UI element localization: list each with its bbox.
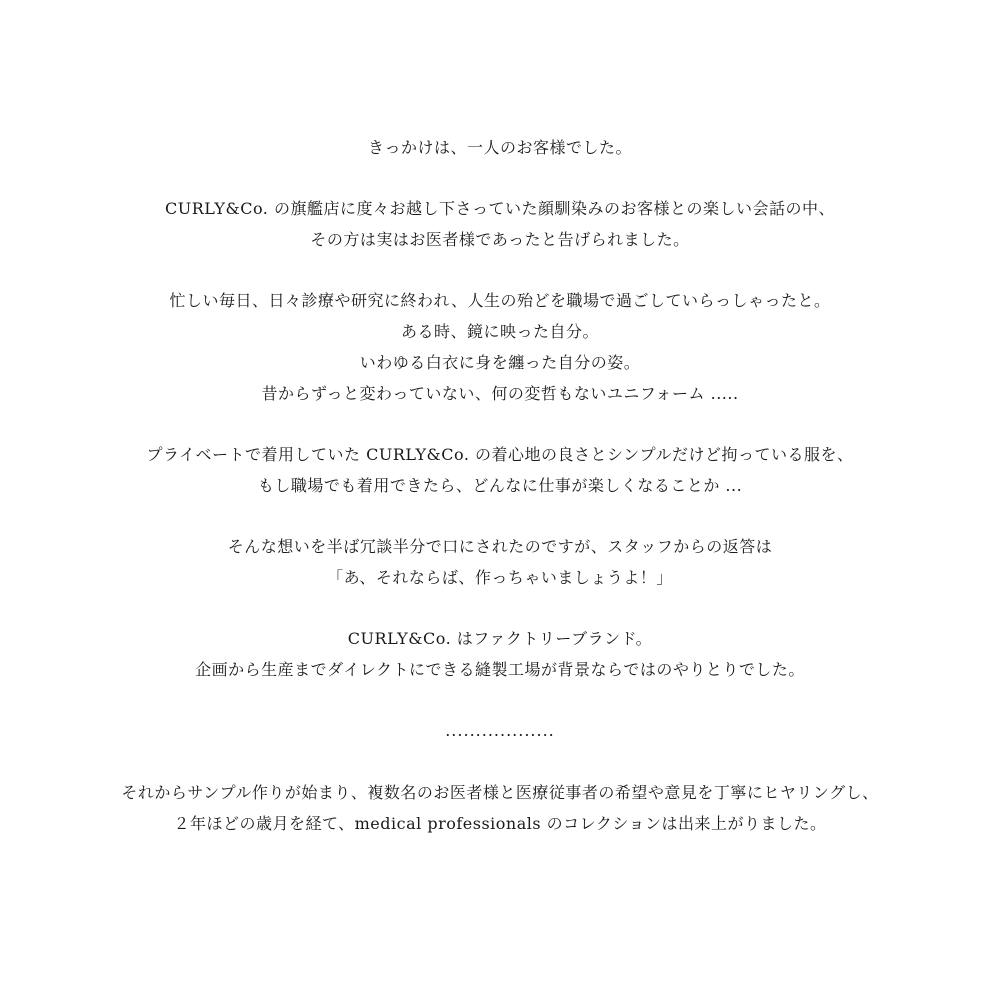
text-line: CURLY&Co. の旗艦店に度々お越し下さっていた顔馴染みのお客様との楽しい会話の中、 (165, 199, 835, 218)
text-line: 企画から生産までダイレクトにできる縫製工場が背景ならではのやりとりでした。 (195, 660, 805, 679)
text-line: CURLY&Co. はファクトリーブランド。 (347, 629, 653, 648)
text-line: もし職場でも着用できたら、どんなに仕事が楽しくなることか ... (257, 476, 743, 495)
text-line: そんな想いを半ば冗談半分で口にされたのですが、スタッフからの返答は (227, 537, 773, 556)
text-line: 昔からずっと変わっていない、何の変哲もないユニフォーム ..... (261, 384, 739, 403)
text-line: ある時、鏡に映った自分。 (400, 322, 599, 341)
text-line: プライベートで着用していた CURLY&Co. の着心地の良さとシンプルだけど拘っている服を、 (146, 445, 854, 464)
text-line: ２年ほどの歳月を経て、medical professionals のコレクションは出来上がりました。 (173, 814, 827, 833)
paragraph-closing (0, 777, 1000, 839)
dotted-divider: .................. (445, 721, 555, 740)
story-text (0, 132, 1000, 869)
text-line: きっかけは、一人のお客様でした。 (367, 138, 632, 157)
paragraph-customer (0, 193, 1000, 255)
paragraph-busy-days (0, 285, 1000, 409)
text-line: その方は実はお医者様であったと告げられました。 (310, 230, 690, 249)
paragraph-wish (0, 439, 1000, 501)
text-line: いわゆる白衣に身を纏った自分の姿。 (359, 353, 641, 372)
text-line: 「あ、それならば、作っちゃいましょうよ！」 (327, 568, 673, 587)
text-line: 忙しい毎日、日々診療や研究に終われ、人生の殆どを職場で過ごしていらっしゃったと。 (169, 291, 831, 310)
text-line: それからサンプル作りが始まり、複数名のお医者様と医療従事者の希望や意見を丁寧にヒヤリングし、 (121, 783, 879, 802)
paragraph-staff-reply (0, 531, 1000, 593)
paragraph-factory-brand (0, 623, 1000, 685)
paragraph-intro (0, 132, 1000, 163)
